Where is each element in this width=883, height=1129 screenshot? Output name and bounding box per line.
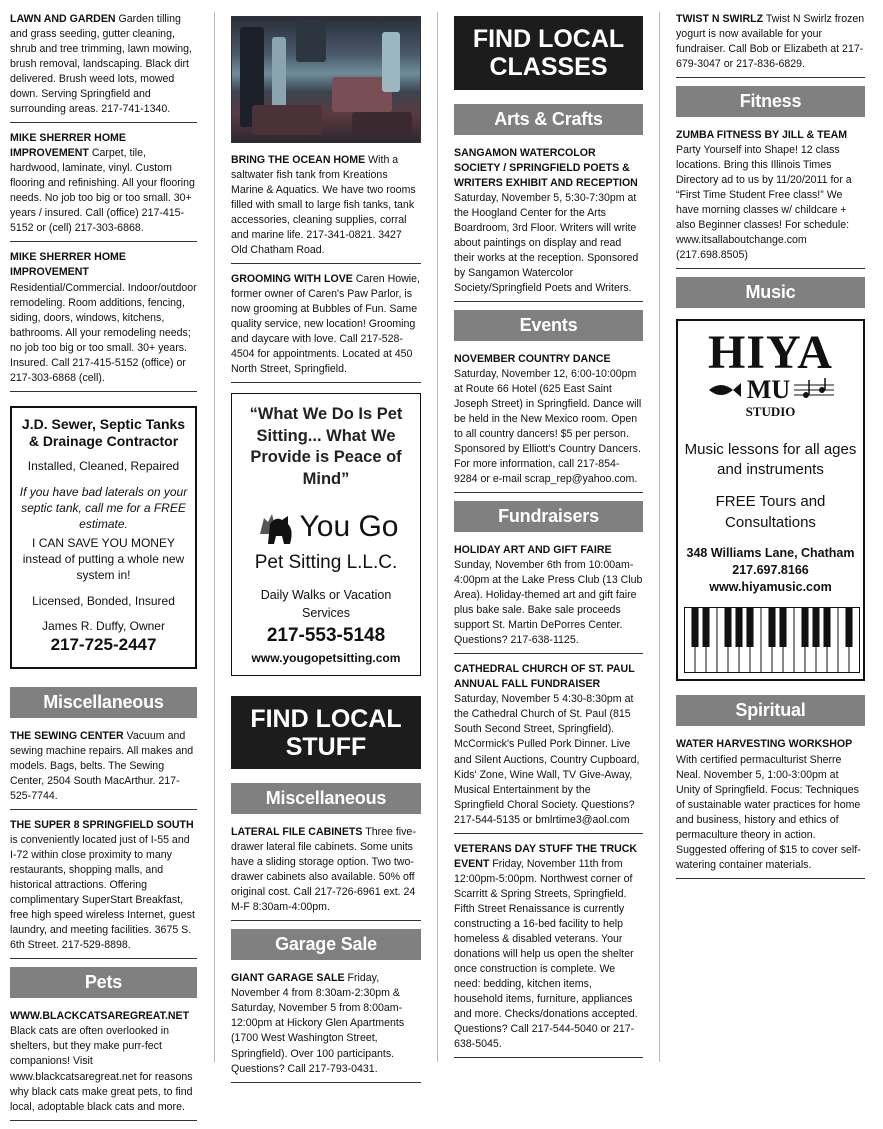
listing-body: Saturday, November 5 4:30-8:30pm at the Cathedral Church of St. Paul (815 South Second Street, Springfield). McCormick's Pulled Pork Dinner. Live and Silent Auctions, Country Cupboard, Kids' Zone, Wine Wall, TV Give-Away, Musical Entertainment by the Springfield Choral Society. Questions? 217-544-5135 or bmlrtime3@aol.com xyxy=(454,693,640,826)
listing-body: Saturday, November 12, 6:00-10:00pm at Route 66 Hotel (625 East Saint Joseph Street) in Springfield. Dance will be held in the New Mexico room. Open to all country dancers! $5 per person. Sponsored by Elliott's Country Dancers. For more information, call 217-854-9284 or e-mail scrap_rep@yahoo.com. xyxy=(454,367,642,486)
listing-group xyxy=(454,543,643,1058)
pet-sitting-ad xyxy=(231,393,421,675)
dog-cat-silhouette-icon xyxy=(254,504,296,548)
sewer-ad xyxy=(10,406,197,669)
listing xyxy=(454,352,643,493)
listing xyxy=(231,825,421,921)
ad-owner: James R. Duffy, Owner xyxy=(42,618,165,633)
section-header-fundraisers: Fundraisers xyxy=(454,501,643,532)
listing-body: With a saltwater fish tank from Kreations Marine & Aquatics. We have two rooms filled with small to large fish tanks, tank accessories, cleaning supplies, corral and marine life. 217-341-0821. 3427 Old Chatham Road. xyxy=(231,154,416,257)
hiya-music-ad xyxy=(676,319,865,681)
listing-body: Friday, November 4 from 8:30am-2:30pm & Saturday, November 5 from 8:00am-12:00pm at Hickory Glen Apartments (1700 West Washington Street, Springfield). Over 100 participants. Questions? Call 217-793-0431. xyxy=(231,972,405,1075)
ad-line: Installed, Cleaned, Repaired xyxy=(27,459,180,474)
section-header-fitness: Fitness xyxy=(676,86,865,117)
listing xyxy=(231,272,421,383)
section-header-miscellaneous: Miscellaneous xyxy=(231,783,421,814)
listing-body: Residential/Commercial. Indoor/outdoor remodeling. Room additions, fencing, siding, doors, windows, kitchens, bathrooms. All your remodeling needs; no job too big or too small. 30+ years. Insured. Call 217-415-5152 (office) or 217-303-6868 (cell). xyxy=(10,281,197,384)
listing xyxy=(454,543,643,654)
listing-body: Friday, November 11th from 12:00pm-5:00pm. Northwest corner of Scarritt & Spring Streets, Springfield. Fifth Street Renaissance is currently constructing a 16-bed facility to help homeless & disabled veterans. Your donations will help us open the shelter once construction is complete. We need: bedding, kitchen items, household items, furniture, appliances and more. Checks/donations accepted. Questions? Call 217-544-5040 or 217-638-5045. xyxy=(454,857,638,1051)
ad-brand: You Go xyxy=(299,509,399,543)
ad-heading: J.D. Sewer, Septic Tanks & Drainage Contractor xyxy=(21,415,186,449)
ad-website[interactable]: www.yougopetsitting.com xyxy=(251,650,401,665)
listing-body: Garden tilling and grass seeding, gutter cleaning, shrub and tree trimming, lawn mowing, brush removal, landscaping. Black dirt delivered. Brush weed lots, mowed down. Serving Springfield and surrounding areas. 217-741-1340. xyxy=(10,13,192,116)
listing xyxy=(231,153,421,264)
listing-body: Three five-drawer lateral file cabinets. Some units have a sliding storage option. Two two-drawer cabinets also available. 50% off original cost. Call 217-726-6961 ext. 24 M-F 8:30am-4:00pm. xyxy=(231,826,416,914)
ad-line: I CAN SAVE YOU MONEY instead of putting a whole new system in! xyxy=(22,536,185,583)
listing-body: Carpet, tile, hardwood, laminate, vinyl. Custom flooring and refinishing. All your flooring needs. No job too big or too small. 30+ years / insured. Call (office) 217-415-5152 or (cell) 217-303-6868. xyxy=(10,147,195,235)
listing-group xyxy=(676,12,865,78)
listing-title: MIKE SHERRER HOME IMPROVEMENT xyxy=(10,251,126,279)
listing-title: WATER HARVESTING WORKSHOP xyxy=(676,738,853,751)
listing xyxy=(10,1009,197,1120)
listing xyxy=(231,971,421,1082)
find-local-stuff-header: FIND LOCAL STUFF xyxy=(231,696,421,770)
listing-group xyxy=(454,146,643,302)
listing-body: Black cats are often overlooked in shelters, but they make purr-fect companions! Visit www.blackcatsaregreat.net for reasons why black cats make great pets, to find local, adoptable black cats and more. xyxy=(10,1025,193,1113)
listing-body: Saturday, November 5, 5:30-7:30pm at the Hoogland Center for the Arts Boardroom, 3rd Floor. Writers will write about paintings on display and read their works at the reception. Sponsored by Sangamon Watercolor Society/Springfield Poets and Writers. xyxy=(454,191,639,294)
listing xyxy=(10,818,197,959)
listing-body: Vacuum and sewing machine repairs. All makes and models. Bags, belts. The Sewing Center, 2504 South MacArthur. 217-525-7744. xyxy=(10,729,194,803)
listing-body: Party Yourself into Shape! 12 class locations. Bring this Illinois Times Directory ad to us by 11/20/2011 for a “First Time Student Free class!” We have morning classes w/ childcare + also Beginner classes! For schedule: www.itsallaboutchange.com (217.698.8505) xyxy=(676,144,852,262)
ad-logo-studio: STUDIO xyxy=(745,404,796,420)
ad-services: Daily Walks or Vacation Services xyxy=(260,588,392,620)
fish-icon xyxy=(707,380,743,400)
listing-group xyxy=(231,153,421,383)
listing-group xyxy=(231,971,421,1082)
ad-phone: 217.697.8166 xyxy=(732,562,809,577)
section-header-music: Music xyxy=(676,277,865,308)
listing-group xyxy=(10,1009,197,1120)
column-2 xyxy=(231,16,421,1091)
column-4 xyxy=(676,12,865,887)
section-header-events: Events xyxy=(454,310,643,341)
listing xyxy=(454,146,643,302)
listing-body: Sunday, November 6th from 10:00am-4:00pm at the Lake Press Club (13 Club Area). Holiday-themed art and gift faire plus bake sale. Bake sale proceeds support St. Martin DePorres Center. Questions? 217-638-1125. xyxy=(454,559,643,647)
listing-body: Caren Howie, former owner of Caren's Paw Parlor, is now grooming at Bubbles of Fun. Same quality service, new location! Grooming and daycare with love. Call 217-528-4504 for appointments. Located at 450 North Street, Springfield. xyxy=(231,273,420,376)
column-divider xyxy=(214,12,215,1062)
ad-line: If you have bad laterals on your septic tank, call me for a FREE estimate. xyxy=(19,484,188,531)
section-header-arts-crafts: Arts & Crafts xyxy=(454,104,643,135)
aquarium-photo xyxy=(231,16,421,143)
listing-title: WWW.BLACKCATSAREGREAT.NET xyxy=(10,1010,190,1023)
listing xyxy=(454,842,643,1058)
listing-body: is conveniently located just of I-55 and I-72 within close proximity to many restaurants, shopping malls, and historical attractions. Offering complimentary SuperStart Breakfast, free high speed wireless Internet, guest laundry, and meeting facilities. 3675 S. 6th Street. 217-529-8898. xyxy=(10,834,195,952)
column-1 xyxy=(10,12,197,1129)
listing xyxy=(10,131,197,242)
section-header-pets: Pets xyxy=(10,967,197,998)
find-local-classes-header: FIND LOCAL CLASSES xyxy=(454,16,643,90)
listing-title: BRING THE OCEAN HOME xyxy=(231,154,366,166)
listing xyxy=(10,12,197,123)
ad-phone: 217-553-5148 xyxy=(266,624,386,646)
ad-logo-sub: MU xyxy=(746,375,791,405)
ad-line: Licensed, Bonded, Insured xyxy=(32,593,175,608)
listing-body: Twist N Swirlz frozen yogurt is now available for your fundraiser. Call Bob or Elizabeth at 217-679-3047 or 217-836-6829. xyxy=(676,13,865,71)
section-header-garage-sale: Garage Sale xyxy=(231,929,421,960)
piano-keyboard-icon xyxy=(684,607,860,673)
ad-lessons: Music lessons for all ages and instruments xyxy=(684,440,857,479)
column-3 xyxy=(454,16,643,1066)
listing xyxy=(454,662,643,833)
listing-title: CATHEDRAL CHURCH OF ST. PAUL ANNUAL FALL FUNDRAISER xyxy=(454,663,635,691)
ad-website[interactable]: www.hiyamusic.com xyxy=(709,579,832,594)
listing-body: With certified permaculturist Sherre Neal. November 5, 1:00-3:00pm at Unity of Springfield. Focus: Techniques of sustainable water practices for home and business, history and ethics of permaculture theory in action. Suggested offering of $15 to cover self-watering container materials. xyxy=(676,753,861,871)
listing-title: LAWN AND GARDEN xyxy=(10,13,116,25)
listing-title: TWIST N SWIRLZ xyxy=(676,13,764,25)
listing xyxy=(10,729,197,810)
listing-title: LATERAL FILE CABINETS xyxy=(231,826,363,839)
listing-title: GROOMING WITH LOVE xyxy=(231,273,353,286)
section-header-miscellaneous: Miscellaneous xyxy=(10,687,197,718)
listing-title: GIANT GARAGE SALE xyxy=(231,972,345,985)
ad-address: 348 Williams Lane, Chatham xyxy=(686,545,855,560)
listing-group xyxy=(231,825,421,921)
listing-title: THE SEWING CENTER xyxy=(10,729,124,742)
ad-free-tours: FREE Tours and Consultations xyxy=(715,493,826,531)
ad-phone: 217-725-2447 xyxy=(50,635,157,654)
listing-title: VETERANS DAY STUFF THE TRUCK EVENT xyxy=(454,842,638,870)
listing-title: NOVEMBER COUNTRY DANCE xyxy=(454,352,611,365)
listing-group xyxy=(454,352,643,493)
column-divider xyxy=(659,12,660,1062)
listing-title: HOLIDAY ART AND GIFT FAIRE xyxy=(454,544,612,557)
listing xyxy=(676,12,865,78)
listing-group xyxy=(676,128,865,269)
listing-title: ZUMBA FITNESS BY JILL & TEAM xyxy=(676,129,848,142)
listing xyxy=(676,128,865,269)
listing xyxy=(10,250,197,391)
listing-title: SANGAMON WATERCOLOR SOCIETY / SPRINGFIELD POETS & WRITERS EXHIBIT AND RECEPTION xyxy=(454,146,638,189)
listing-title: THE SUPER 8 SPRINGFIELD SOUTH xyxy=(10,819,194,832)
ad-quote: “What We Do Is Pet Sitting... What We Provide is Peace of Mind” xyxy=(249,405,403,488)
section-header-spiritual: Spiritual xyxy=(676,695,865,726)
listing-group xyxy=(10,12,197,392)
listing xyxy=(676,737,865,878)
ad-logo: HIYA xyxy=(708,326,833,380)
column-divider xyxy=(437,12,438,1062)
listing-group xyxy=(676,737,865,878)
listing-group xyxy=(10,729,197,959)
music-notes-icon xyxy=(794,377,834,403)
listing-title: MIKE SHERRER HOME IMPROVEMENT xyxy=(10,132,126,160)
ad-brand-sub: Pet Sitting L.L.C. xyxy=(254,552,398,574)
